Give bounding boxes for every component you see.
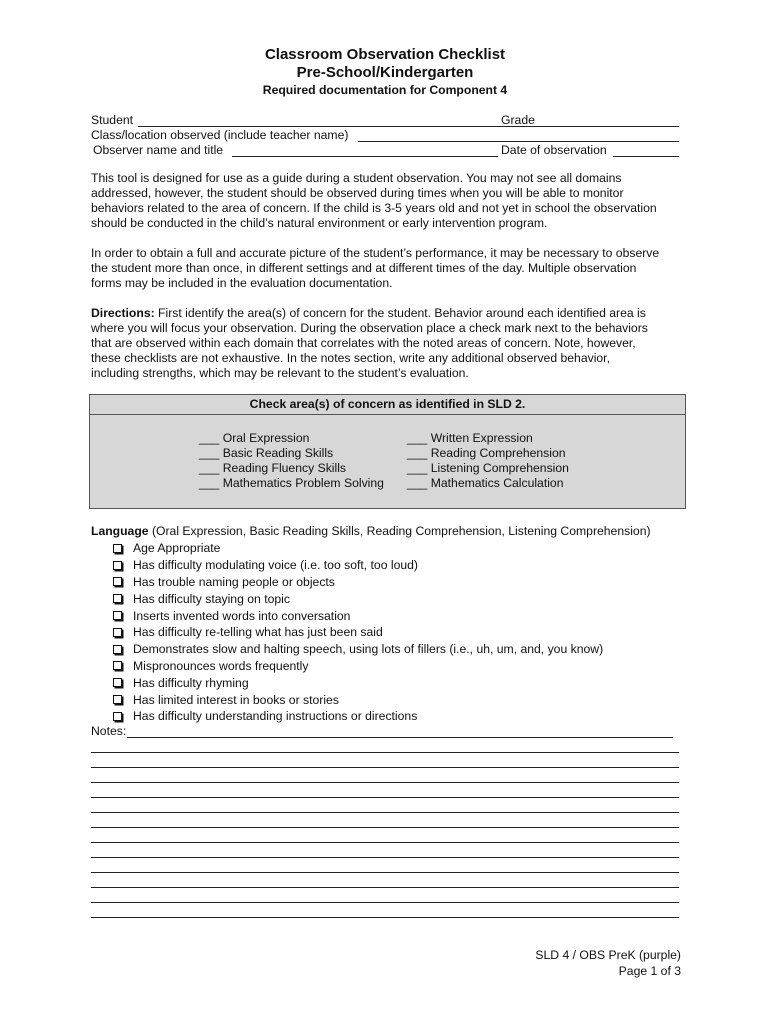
student-label: Student — [91, 113, 134, 127]
concern-box-heading: Check area(s) of concern as identified in SLD 2. — [90, 395, 685, 415]
text-line: where you will focus your observation. During the observation place a check mark next to the behaviors — [91, 321, 648, 335]
text-line: including strengths, which may be relevant to the student’s evaluation. — [91, 366, 469, 380]
notes-line[interactable] — [91, 917, 679, 918]
intro-paragraph-2 — [91, 246, 691, 291]
item-label: Has difficulty rhyming — [133, 675, 249, 690]
text-line: these checklists are not exhaustive. In the notes section, write any additional observed behavior, — [91, 351, 610, 365]
notes-line[interactable] — [91, 872, 679, 873]
item-label: Has trouble naming people or objects — [133, 574, 335, 589]
page-title: Classroom Observation Checklist — [264, 46, 506, 63]
notes-line[interactable] — [91, 887, 679, 888]
directions-paragraph — [91, 306, 691, 381]
concern-option-reading-comprehension[interactable]: ___ Reading Comprehension — [407, 446, 566, 460]
list-item — [113, 658, 603, 675]
checkbox[interactable] — [113, 712, 122, 721]
checkbox[interactable] — [113, 628, 122, 637]
item-label: Has difficulty understanding instructions or directions — [133, 709, 418, 724]
item-label: Has difficulty staying on topic — [133, 591, 290, 606]
checkbox[interactable] — [113, 577, 122, 586]
concern-option-reading-fluency[interactable]: ___ Reading Fluency Skills — [199, 461, 347, 475]
concern-option-listening-comprehension[interactable]: ___ Listening Comprehension — [407, 461, 569, 475]
list-item — [113, 624, 603, 641]
list-item — [113, 574, 603, 591]
page-number: Page 1 of 3 — [618, 964, 681, 978]
item-label: Has difficulty modulating voice (i.e. too soft, too loud) — [133, 558, 418, 573]
concern-option-math-calculation[interactable]: ___ Mathematics Calculation — [407, 476, 564, 490]
text-line: In order to obtain a full and accurate picture of the student’s performance, it may be necessary to observe — [91, 246, 660, 260]
checkbox[interactable] — [113, 645, 122, 654]
concern-column-left — [199, 431, 384, 491]
item-label: Age Appropriate — [133, 541, 221, 556]
text-line: the student more than once, in different settings and at different times of the day. Multiple observation — [91, 261, 637, 275]
text-line: This tool is designed for use as a guide during a student observation. You may not see all domains — [91, 171, 622, 185]
item-label: Has limited interest in books or stories — [133, 692, 339, 707]
language-areas: (Oral Expression, Basic Reading Skills, Reading Comprehension, Listening Comprehension) — [148, 524, 651, 538]
text-line: forms may be included in the evaluation documentation. — [91, 276, 393, 290]
grade-label: Grade — [501, 113, 535, 127]
list-item — [113, 557, 603, 574]
class-location-label: Class/location observed (include teacher name) — [91, 128, 349, 142]
concern-option-basic-reading[interactable]: ___ Basic Reading Skills — [199, 446, 334, 460]
notes-line[interactable] — [127, 737, 673, 738]
checkbox[interactable] — [113, 611, 122, 620]
list-item — [113, 708, 603, 725]
list-item — [113, 590, 603, 607]
notes-line[interactable] — [91, 812, 679, 813]
language-heading — [91, 524, 651, 538]
item-label: Inserts invented words into conversation — [133, 608, 351, 623]
form-id: SLD 4 / OBS PreK (purple) — [535, 948, 681, 962]
page-subtitle: Pre-School/Kindergarten — [296, 64, 474, 81]
concern-areas-box — [89, 394, 686, 509]
item-label: Has difficulty re-telling what has just been said — [133, 625, 383, 640]
directions-label: Directions: — [91, 306, 155, 320]
text-line: behaviors related to the area of concern. If the child is 3-5 years old and not yet in school the observation — [91, 201, 657, 215]
item-label: Demonstrates slow and halting speech, using lots of fillers (i.e., uh, um, and, you know) — [133, 642, 604, 657]
notes-line[interactable] — [91, 842, 679, 843]
notes-line[interactable] — [91, 782, 679, 783]
checkbox[interactable] — [113, 695, 122, 704]
notes-line[interactable] — [91, 902, 679, 903]
language-label: Language — [91, 524, 149, 538]
text-line: that are observed within each domain that correlates with the noted areas of concern. Note, however, — [91, 336, 636, 350]
notes-line[interactable] — [91, 827, 679, 828]
list-item — [113, 691, 603, 708]
text-line: should be conducted in the child’s natural environment or early intervention program. — [91, 216, 548, 230]
concern-option-math-problem-solving[interactable]: ___ Mathematics Problem Solving — [199, 476, 384, 490]
checkbox[interactable] — [113, 678, 122, 687]
checkbox[interactable] — [113, 594, 122, 603]
list-item — [113, 674, 603, 691]
text-line: addressed, however, the student should be observed during times when you will be able to monitor — [91, 186, 624, 200]
concern-option-oral-expression[interactable]: ___ Oral Expression — [199, 431, 310, 445]
observer-label: Observer name and title — [93, 143, 224, 157]
requirement-note: Required documentation for Component 4 — [262, 83, 508, 97]
item-label: Mispronounces words frequently — [133, 658, 309, 673]
date-field[interactable] — [613, 156, 679, 157]
list-item — [113, 641, 603, 658]
observer-field[interactable] — [232, 156, 498, 157]
list-item — [113, 607, 603, 624]
notes-label: Notes: — [91, 724, 127, 738]
text-line: First identify the area(s) of concern for the student. Behavior around each identified area is — [154, 306, 646, 320]
grade-field[interactable] — [544, 126, 679, 127]
list-item — [113, 540, 603, 557]
concern-column-right — [407, 431, 569, 491]
class-location-row — [91, 128, 679, 144]
observer-date-row — [91, 143, 679, 159]
notes-line[interactable] — [91, 797, 679, 798]
concern-option-written-expression[interactable]: ___ Written Expression — [407, 431, 533, 445]
checkbox[interactable] — [113, 561, 122, 570]
class-location-field[interactable] — [358, 141, 679, 142]
intro-paragraph-1 — [91, 171, 691, 231]
date-label: Date of observation — [501, 143, 607, 157]
language-checklist — [113, 540, 603, 725]
student-grade-row — [91, 113, 679, 129]
checkbox[interactable] — [113, 544, 122, 553]
notes-line[interactable] — [91, 767, 679, 768]
checkbox[interactable] — [113, 661, 122, 670]
notes-line[interactable] — [91, 752, 679, 753]
notes-line[interactable] — [91, 857, 679, 858]
